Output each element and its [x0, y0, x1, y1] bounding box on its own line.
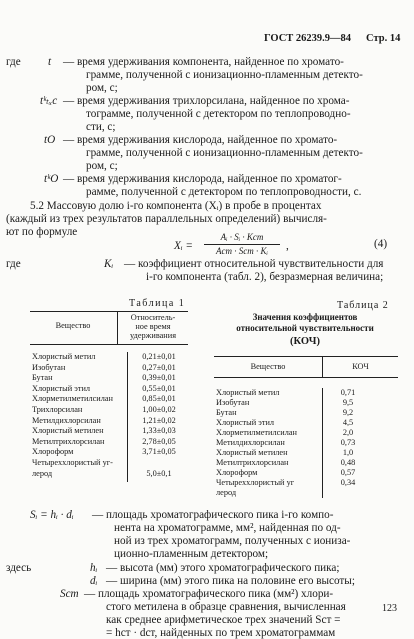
table2-caption: Таблица 2	[337, 300, 389, 311]
table2-row-value: 0,73	[340, 438, 356, 447]
table2-row-name: Хлорметилметилсилан	[216, 428, 297, 437]
table2-row-name: Хлороформ	[216, 468, 258, 477]
symbol-h: hᵢ	[90, 562, 98, 574]
table2-row-name: Изобутан	[216, 398, 250, 407]
fraction-bar	[204, 244, 280, 245]
table1-row-name: Метилдихлорсилан	[32, 415, 101, 425]
formula-lhs: Xᵢ =	[174, 240, 193, 252]
table2-row-name: Хлористый этил	[216, 418, 275, 427]
def-line: рамме, полученной с детектором по теплопроводности, с.	[86, 186, 362, 198]
table2-top-rule	[214, 356, 398, 357]
table1-row-value: 1,00±0,02	[142, 405, 176, 414]
s-formula: Sᵢ = hᵢ · dᵢ	[30, 509, 74, 521]
formula-number: (4)	[374, 238, 388, 250]
def-line: = hст · dст, найденных по трем хроматограммам	[106, 627, 336, 639]
def-line: — площадь хроматографического пика (мм²) хлори-	[84, 588, 334, 600]
table1-top-rule	[30, 311, 188, 312]
table1-row-name: Хлористый метил	[32, 352, 96, 361]
where-label: где	[6, 258, 21, 270]
symbol-t-tcs: tᵏₜₓc	[40, 95, 58, 107]
table2-title-line: Значения коэффициентов	[252, 312, 358, 322]
def-line: i-го компонента (табл. 2), безразмерная величина;	[146, 271, 384, 283]
table1-row-value: 5,0±0,1	[146, 468, 172, 478]
table2-row-value: 2,0	[342, 428, 354, 437]
table2-row-value: 0,48	[340, 458, 356, 467]
table1-col2-header-line: удерживания	[129, 331, 177, 340]
table2-row-value: 0,71	[340, 388, 356, 397]
def-line: — время удерживания кислорода, найденное по хроматог-	[63, 173, 342, 185]
table2-row-name: Хлористый метилен	[216, 448, 288, 457]
def-line: — площадь хроматографического пика i-го компо-	[92, 509, 334, 521]
table1-row-value: 0,85±0,01	[142, 394, 176, 404]
def-line: тограмме, полученной с детектором по теплопроводно-	[86, 108, 351, 120]
def-line: нента на хроматограмме, мм², найденная по од-	[114, 522, 341, 534]
table1-row-name: Хлористый этил	[32, 383, 91, 393]
table1-row-value: 0,55±0,01	[142, 383, 176, 393]
table1-row-name: лерод	[32, 468, 53, 478]
symbol-t-o-k: tᵏO	[44, 173, 59, 185]
def-line: — ширина (мм) этого пика на половине его высоты;	[106, 575, 355, 587]
table2-row-value: 0,57	[340, 468, 356, 477]
paragraph-line: ют по формуле	[6, 226, 78, 238]
table2-row-name: Метилдихлорсилан	[216, 438, 285, 447]
table2-body-divider	[322, 388, 323, 498]
standard-number: ГОСТ 26239.9—84	[264, 33, 352, 44]
table1-row-value: 2,78±0,05	[142, 436, 176, 446]
def-line: ционно-пламенным детектором;	[114, 548, 269, 560]
table2-col2-header: КОЧ	[352, 362, 369, 371]
def-line: — коэффициент относительной чувствительности для	[124, 258, 384, 270]
table2-row-value: 9,2	[342, 408, 354, 417]
table1-header-rule	[30, 344, 188, 345]
table2-row-name: лерод	[216, 488, 237, 497]
def-line: — время удерживания компонента, найденное по хромато-	[63, 56, 344, 68]
symbol-k: Kᵢ	[104, 258, 114, 270]
table1-row-name: Хлороформ	[32, 447, 74, 457]
def-line: ром, с;	[86, 82, 118, 94]
table2-row-value: 1,0	[342, 448, 354, 457]
def-line: как среднее арифметическое трех значений Sст =	[106, 614, 341, 626]
table1-row-name: Трихлорсилан	[32, 405, 83, 414]
table1-row-name: Четыреххлористый уг-	[32, 458, 113, 467]
def-line: — время удерживания трихлорсилана, найденное по хрома-	[63, 95, 350, 107]
table2-row-value: 0,34	[340, 478, 356, 487]
table1-caption: Таблица 1	[129, 298, 186, 309]
def-line: сти, с;	[86, 121, 116, 133]
formula-denominator: Aст · Sст · Kᵢ	[216, 246, 268, 256]
table1-row-name: Метилтрихлорсилан	[32, 436, 105, 446]
symbol-t-o: tO	[44, 134, 56, 146]
page-number: 123	[382, 603, 397, 614]
table1-row-name: Изобутан	[32, 362, 66, 372]
table2-col1-header: Вещество	[250, 362, 286, 371]
paragraph-line: (каждый из трех результатов параллельных определений) вычисля-	[6, 213, 327, 225]
table1-row-name: Хлорметилметилсилан	[32, 394, 113, 404]
table1-row-name: Бутан	[32, 373, 53, 383]
def-line: ной из трех хроматограмм, полученных с ионизa-	[114, 535, 351, 547]
def-line: грамме, полученной с ионизационно-пламенным детекто-	[86, 147, 363, 159]
table1-row-value: 3,71±0,05	[142, 447, 176, 457]
here-label: здесь	[6, 562, 32, 574]
formula-numerator: Aᵢ · Sᵢ · Kст	[220, 232, 264, 242]
table1-col1-header: Вещество	[55, 321, 91, 330]
table2-row-name: Бутан	[216, 408, 237, 417]
def-line: стого метилена в образце сравнения, вычисленная	[106, 601, 346, 613]
table2-row-value: 4,5	[342, 418, 354, 427]
table2-row-name: Четыреххлористый уг	[216, 478, 295, 487]
where-label: где	[6, 56, 21, 68]
table2-row-value: 9,5	[342, 398, 354, 407]
page-label: Стр. 14	[366, 33, 401, 44]
table1-col2-header-line: ное время	[135, 322, 171, 331]
paragraph-line: 5.2 Массовую долю i-го компонента (Xᵢ) в пробе в процентах	[30, 200, 322, 212]
symbol-t: t	[48, 56, 52, 68]
table2-title-line: относительной чувствительности	[236, 323, 374, 333]
symbol-s-st: Sст	[60, 588, 79, 600]
table1-row-value: 0,39±0,01	[142, 373, 176, 383]
formula-comma: ,	[286, 240, 289, 252]
table1-row-value: 1,21±0,02	[142, 415, 176, 425]
table2-title-line: (КОЧ)	[290, 336, 320, 347]
def-line: — высота (мм) этого хроматографического пика;	[106, 562, 340, 574]
symbol-d: dᵢ	[90, 575, 98, 587]
table2-row-name: Хлористый метил	[216, 388, 280, 397]
def-line: грамме, полученной с ионизационно-пламенным детекто-	[86, 69, 363, 81]
table2-row-name: Метилтрихлорсилан	[216, 458, 289, 467]
def-line: — время удерживания кислорода, найденное по хромато-	[63, 134, 338, 146]
table1-col2-header-line: Относитель-	[130, 313, 176, 322]
table2-header-rule	[214, 377, 398, 378]
table1-row-name: Хлористый метилен	[32, 426, 104, 436]
def-line: ром, с;	[86, 160, 118, 172]
table1-row-value: 0,27±0,01	[142, 362, 176, 372]
table1-row-value: 0,21±0,01	[142, 352, 176, 361]
table1-row-value: 1,33±0,03	[142, 426, 176, 436]
